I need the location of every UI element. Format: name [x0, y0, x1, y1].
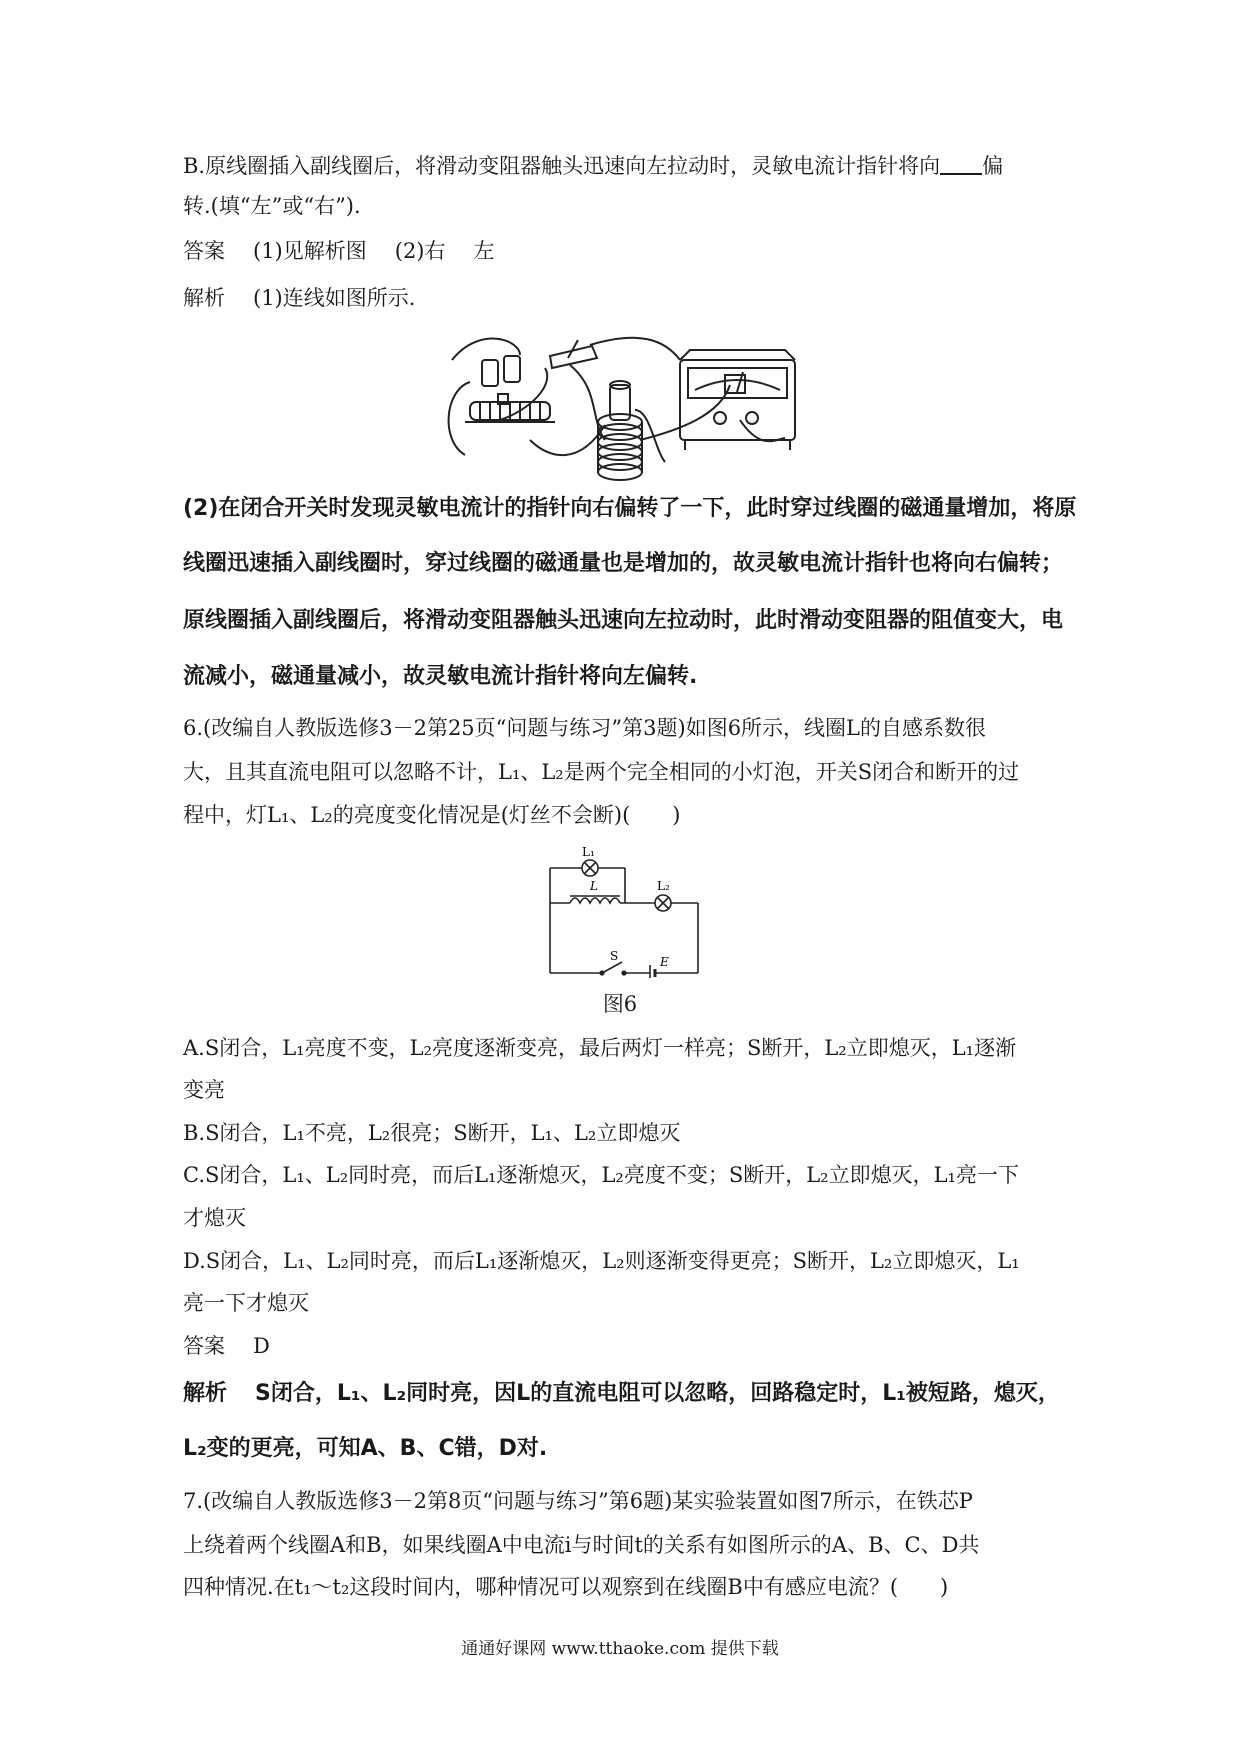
- page-footer: 通通好课网 www.tthaoke.com 提供下载: [461, 1639, 779, 1659]
- question-7-line-1: 7.(改编自人教版选修3－2第8页“问题与练习”第6题)某实验装置如图7所示，在铁芯P: [183, 1489, 973, 1513]
- option-b-text: B.原线圈插入副线圈后，将滑动变阻器触头迅速向左拉动时，灵敏电流计指针将向: [183, 154, 941, 178]
- answer-5-part2: (2)右: [394, 239, 446, 263]
- analysis-6-line-2: L₂变的更亮，可知A、B、C错，D对.: [183, 1436, 548, 1461]
- question-7-line-3: 四种情况.在t₁～t₂这段时间内，哪种情况可以观察到在线圈B中有感应电流？( ): [183, 1575, 949, 1599]
- option-d-line-1: D.S闭合，L₁、L₂同时亮，而后L₁逐渐熄灭，L₂则逐渐变得更亮；S断开，L₂立即熄灭，L₁: [183, 1249, 1020, 1273]
- analysis-label: 解析: [183, 1381, 228, 1406]
- option-a-line-2: 变亮: [183, 1078, 225, 1102]
- question-6-line-3: 程中，灯L₁、L₂的亮度变化情况是(灯丝不会断)( ): [183, 803, 681, 827]
- label-switch: S: [610, 949, 619, 963]
- question-6-line-2: 大，且其直流电阻可以忽略不计，L₁、L₂是两个完全相同的小灯泡，开关S闭合和断开的过: [183, 760, 1020, 784]
- option-b-line-1: [183, 151, 1063, 181]
- answer-label: 答案: [183, 239, 225, 263]
- option-b-text-end: 偏: [982, 154, 1004, 178]
- option-b-line-2: 转.(填“左”或“右”).: [183, 194, 361, 218]
- circuit-diagram: [540, 838, 710, 978]
- question-7-line-2: 上绕着两个线圈A和B，如果线圈A中电流i与时间t的关系有如图所示的A、B、C、D共: [183, 1533, 980, 1557]
- answer-5-part1: (1)见解析图: [253, 239, 367, 263]
- label-l2: L₂: [657, 879, 670, 893]
- figure-6-caption: 图6: [602, 992, 638, 1016]
- analysis-6-line-1: [183, 1379, 1063, 1409]
- analysis-5-para-4: 流减小，磁通量减小，故灵敏电流计指针将向左偏转.: [183, 664, 698, 689]
- option-d-line-2: 亮一下才熄灭: [183, 1291, 309, 1315]
- option-b: B.S闭合，L₁不亮，L₂很亮；S断开，L₁、L₂立即熄灭: [183, 1121, 681, 1145]
- analysis-5-header: [183, 283, 1063, 313]
- analysis-5-text: (1)连线如图所示.: [253, 286, 416, 310]
- option-c-line-1: C.S闭合，L₁、L₂同时亮，而后L₁逐渐熄灭，L₂亮度不变；S断开，L₂立即熄灭，L₁亮一下: [183, 1163, 1019, 1187]
- analysis-6-text-1: S闭合，L₁、L₂同时亮，因L的直流电阻可以忽略，回路稳定时，L₁被短路，熄灭，: [255, 1381, 1060, 1406]
- label-l1: L₁: [582, 845, 595, 859]
- question-6-line-1: 6.(改编自人教版选修3－2第25页“问题与练习”第3题)如图6所示，线圈L的自感系数很: [183, 716, 987, 740]
- answer-6-value: D: [253, 1334, 270, 1358]
- answer-label: 答案: [183, 1334, 225, 1358]
- option-c-line-2: 才熄灭: [183, 1206, 246, 1230]
- analysis-label: 解析: [183, 286, 225, 310]
- inductor-l: [570, 898, 620, 903]
- label-battery: E: [660, 955, 669, 969]
- analysis-5-para-3: 原线圈插入副线圈后，将滑动变阻器触头迅速向左拉动时，此时滑动变阻器的阻值变大，电: [183, 608, 1064, 633]
- answer-6: [183, 1331, 1063, 1361]
- analysis-5-para-1: (2)在闭合开关时发现灵敏电流计的指针向右偏转了一下，此时穿过线圈的磁通量增加，将原: [183, 496, 1077, 521]
- analysis-5-para-2: 线圈迅速插入副线圈时，穿过线圈的磁通量也是增加的，故灵敏电流计指针也将向右偏转；: [183, 551, 1064, 576]
- apparatus-figure: [440, 330, 810, 490]
- label-inductor: L: [590, 879, 598, 893]
- answer-5: [183, 236, 1063, 266]
- switch-s: [604, 962, 622, 972]
- fill-blank[interactable]: [940, 153, 982, 175]
- answer-5-part3: 左: [473, 239, 495, 263]
- option-a-line-1: A.S闭合，L₁亮度不变，L₂亮度逐渐变亮，最后两灯一样亮；S断开，L₂立即熄灭，L₁逐渐: [183, 1036, 1017, 1060]
